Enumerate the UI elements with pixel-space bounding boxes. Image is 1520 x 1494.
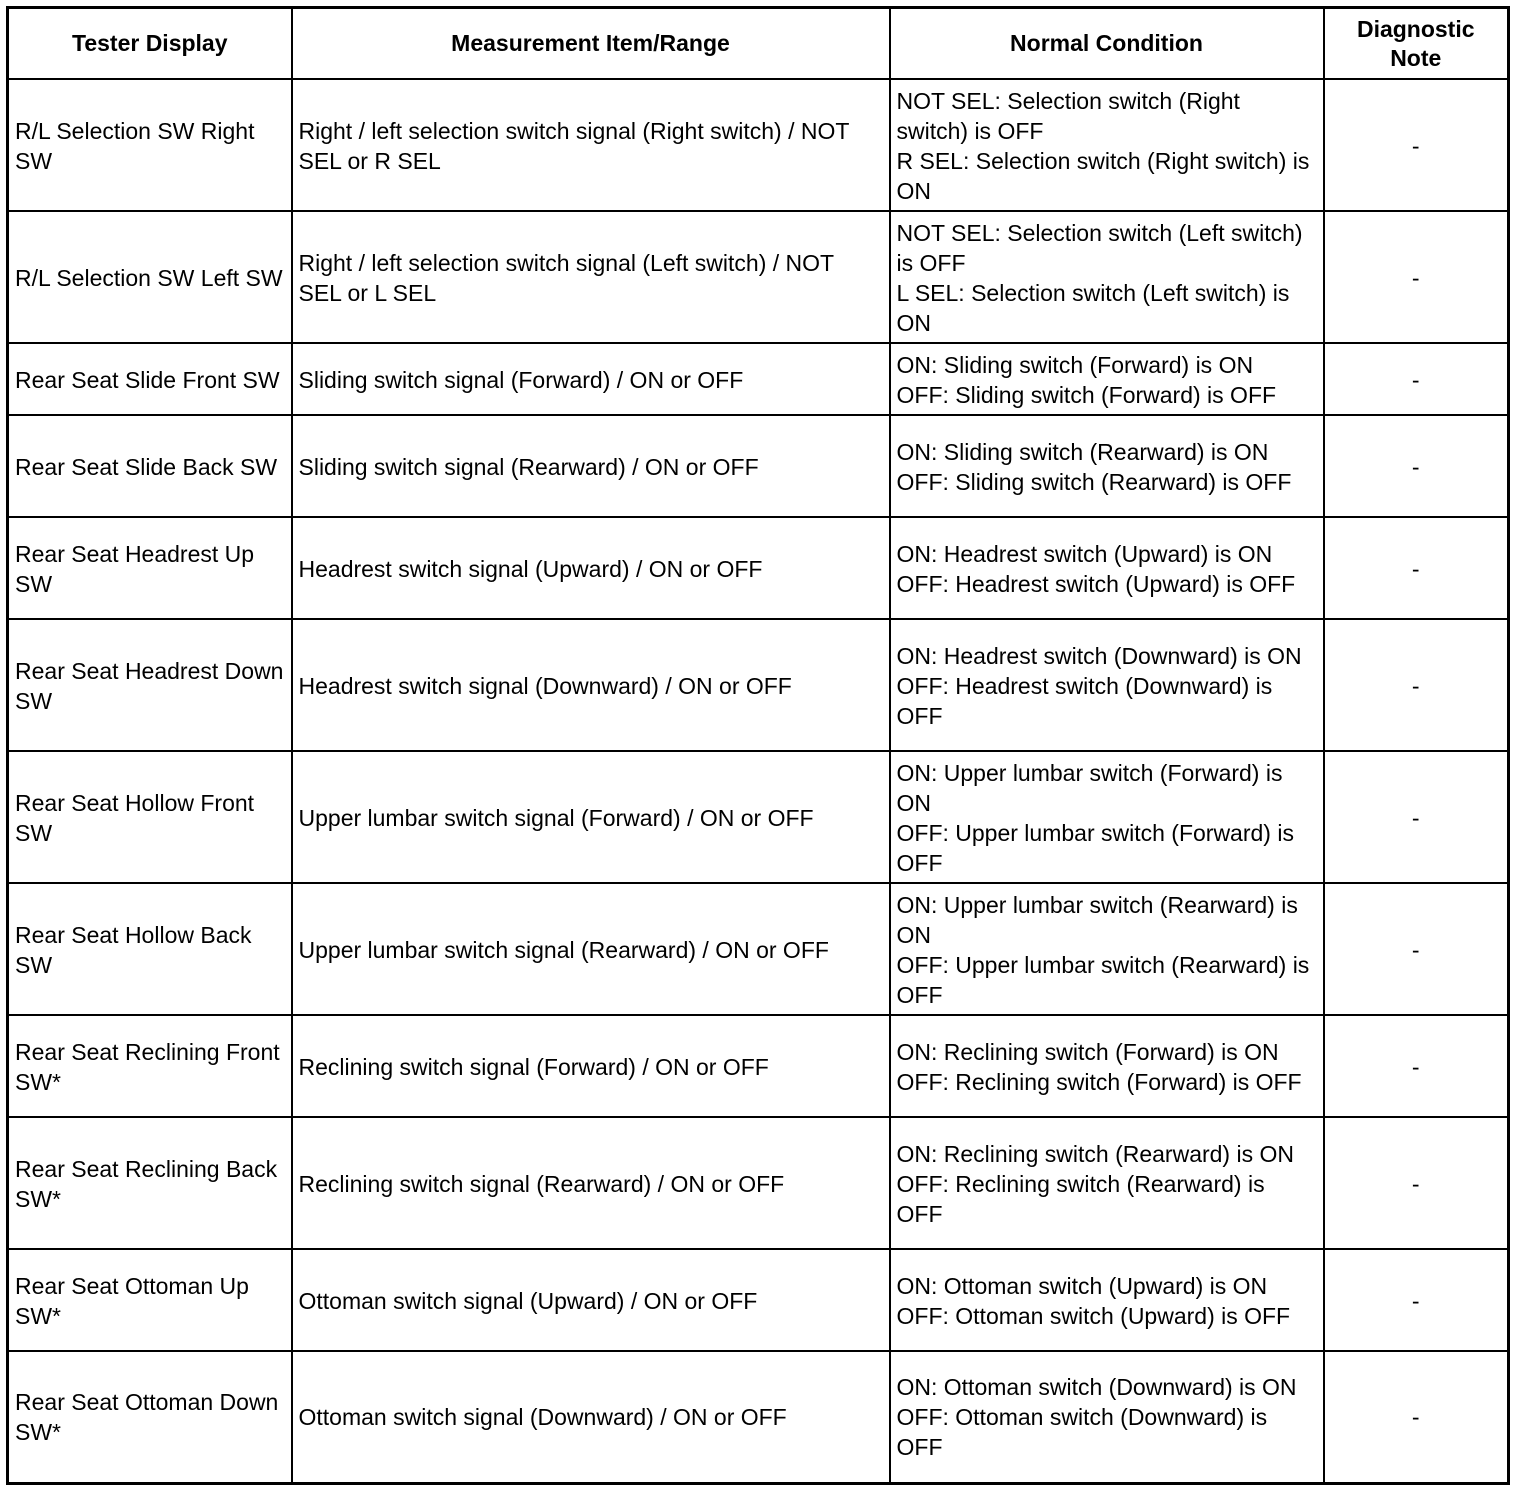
normal-condition-cell (890, 517, 1324, 619)
tester-display-cell: R/L Selection SW Right SW (8, 79, 292, 211)
normal-condition-cell (890, 211, 1324, 343)
condition-line: ON: Headrest switch (Downward) is ON (896, 642, 1302, 669)
diagnostic-note-cell: - (1324, 1351, 1509, 1483)
normal-condition-cell (890, 79, 1324, 211)
measurement-cell: Reclining switch signal (Forward) / ON or OFF (292, 1015, 890, 1117)
diagnostic-note-cell: - (1324, 415, 1509, 517)
condition-line: ON: Headrest switch (Upward) is ON (896, 540, 1273, 567)
measurement-cell: Sliding switch signal (Rearward) / ON or OFF (292, 415, 890, 517)
diagnostic-note-cell: - (1324, 883, 1509, 1015)
tester-display-cell: Rear Seat Headrest Down SW (8, 619, 292, 751)
table-row (8, 1249, 1509, 1351)
table-row (8, 1351, 1509, 1483)
diagnostic-note-cell: - (1324, 619, 1509, 751)
normal-condition-cell (890, 1249, 1324, 1351)
normal-condition-cell (890, 883, 1324, 1015)
condition-line: OFF: Reclining switch (Rearward) is OFF (896, 1170, 1265, 1227)
diagnostic-note-cell: - (1324, 1117, 1509, 1249)
diagnostic-note-cell: - (1324, 343, 1509, 415)
measurement-cell: Ottoman switch signal (Upward) / ON or OFF (292, 1249, 890, 1351)
normal-condition-cell (890, 619, 1324, 751)
diagnostic-note-cell: - (1324, 79, 1509, 211)
normal-condition-cell (890, 1015, 1324, 1117)
diagnostic-note-cell: - (1324, 1249, 1509, 1351)
table-row (8, 79, 1509, 211)
condition-line: L SEL: Selection switch (Left switch) is ON (896, 279, 1290, 336)
condition-line: OFF: Headrest switch (Downward) is OFF (896, 672, 1273, 729)
tester-display-cell: Rear Seat Ottoman Down SW* (8, 1351, 292, 1483)
condition-line: OFF: Reclining switch (Forward) is OFF (896, 1068, 1302, 1095)
condition-line: OFF: Upper lumbar switch (Rearward) is OFF (896, 951, 1310, 1008)
measurement-cell: Upper lumbar switch signal (Forward) / ON or OFF (292, 751, 890, 883)
measurement-cell: Headrest switch signal (Upward) / ON or OFF (292, 517, 890, 619)
condition-line: OFF: Sliding switch (Rearward) is OFF (896, 468, 1292, 495)
condition-line: ON: Ottoman switch (Downward) is ON (896, 1374, 1297, 1401)
normal-condition-cell (890, 343, 1324, 415)
condition-line: OFF: Ottoman switch (Downward) is OFF (896, 1404, 1268, 1461)
condition-line: ON: Upper lumbar switch (Forward) is ON (896, 759, 1283, 816)
condition-line: R SEL: Selection switch (Right switch) is ON (896, 147, 1310, 204)
tester-display-cell: Rear Seat Hollow Front SW (8, 751, 292, 883)
table-row (8, 517, 1509, 619)
normal-condition-cell (890, 415, 1324, 517)
header-normal-condition: Normal Condition (890, 8, 1324, 80)
table-row (8, 1015, 1509, 1117)
table-row (8, 883, 1509, 1015)
condition-line: ON: Reclining switch (Rearward) is ON (896, 1140, 1294, 1167)
header-row (8, 8, 1509, 80)
tester-display-cell: Rear Seat Reclining Back SW* (8, 1117, 292, 1249)
diagnostic-note-cell: - (1324, 1015, 1509, 1117)
measurement-cell: Ottoman switch signal (Downward) / ON or OFF (292, 1351, 890, 1483)
header-diagnostic-note: Diagnostic Note (1324, 8, 1509, 80)
table-row (8, 415, 1509, 517)
header-tester-display: Tester Display (8, 8, 292, 80)
condition-line: ON: Upper lumbar switch (Rearward) is ON (896, 891, 1298, 948)
table-row (8, 751, 1509, 883)
measurement-cell: Headrest switch signal (Downward) / ON or OFF (292, 619, 890, 751)
table-row (8, 211, 1509, 343)
measurement-cell: Upper lumbar switch signal (Rearward) / ON or OFF (292, 883, 890, 1015)
normal-condition-cell (890, 1351, 1324, 1483)
header-measurement-item: Measurement Item/Range (292, 8, 890, 80)
condition-line: ON: Sliding switch (Forward) is ON (896, 351, 1254, 378)
tester-display-cell: R/L Selection SW Left SW (8, 211, 292, 343)
tester-display-cell: Rear Seat Headrest Up SW (8, 517, 292, 619)
measurement-cell: Sliding switch signal (Forward) / ON or OFF (292, 343, 890, 415)
measurement-cell: Right / left selection switch signal (Left switch) / NOT SEL or L SEL (292, 211, 890, 343)
condition-line: NOT SEL: Selection switch (Left switch) is OFF (896, 219, 1303, 276)
table-row (8, 619, 1509, 751)
normal-condition-cell (890, 751, 1324, 883)
measurement-cell: Right / left selection switch signal (Right switch) / NOT SEL or R SEL (292, 79, 890, 211)
condition-line: ON: Sliding switch (Rearward) is ON (896, 438, 1269, 465)
tester-display-cell: Rear Seat Ottoman Up SW* (8, 1249, 292, 1351)
condition-line: OFF: Ottoman switch (Upward) is OFF (896, 1302, 1291, 1329)
condition-line: OFF: Upper lumbar switch (Forward) is OFF (896, 819, 1294, 876)
diagnostic-note-cell: - (1324, 517, 1509, 619)
tester-display-cell: Rear Seat Slide Front SW (8, 343, 292, 415)
diagnostic-note-cell: - (1324, 211, 1509, 343)
condition-line: ON: Ottoman switch (Upward) is ON (896, 1272, 1268, 1299)
condition-line: NOT SEL: Selection switch (Right switch) is OFF (896, 87, 1240, 144)
condition-line: OFF: Headrest switch (Upward) is OFF (896, 570, 1296, 597)
tester-display-cell: Rear Seat Slide Back SW (8, 415, 292, 517)
tester-display-cell: Rear Seat Hollow Back SW (8, 883, 292, 1015)
data-list-table (6, 6, 1510, 1485)
table-row (8, 343, 1509, 415)
normal-condition-cell (890, 1117, 1324, 1249)
condition-line: ON: Reclining switch (Forward) is ON (896, 1038, 1279, 1065)
condition-line: OFF: Sliding switch (Forward) is OFF (896, 381, 1277, 408)
measurement-cell: Reclining switch signal (Rearward) / ON or OFF (292, 1117, 890, 1249)
table-row (8, 1117, 1509, 1249)
tester-display-cell: Rear Seat Reclining Front SW* (8, 1015, 292, 1117)
diagnostic-note-cell: - (1324, 751, 1509, 883)
